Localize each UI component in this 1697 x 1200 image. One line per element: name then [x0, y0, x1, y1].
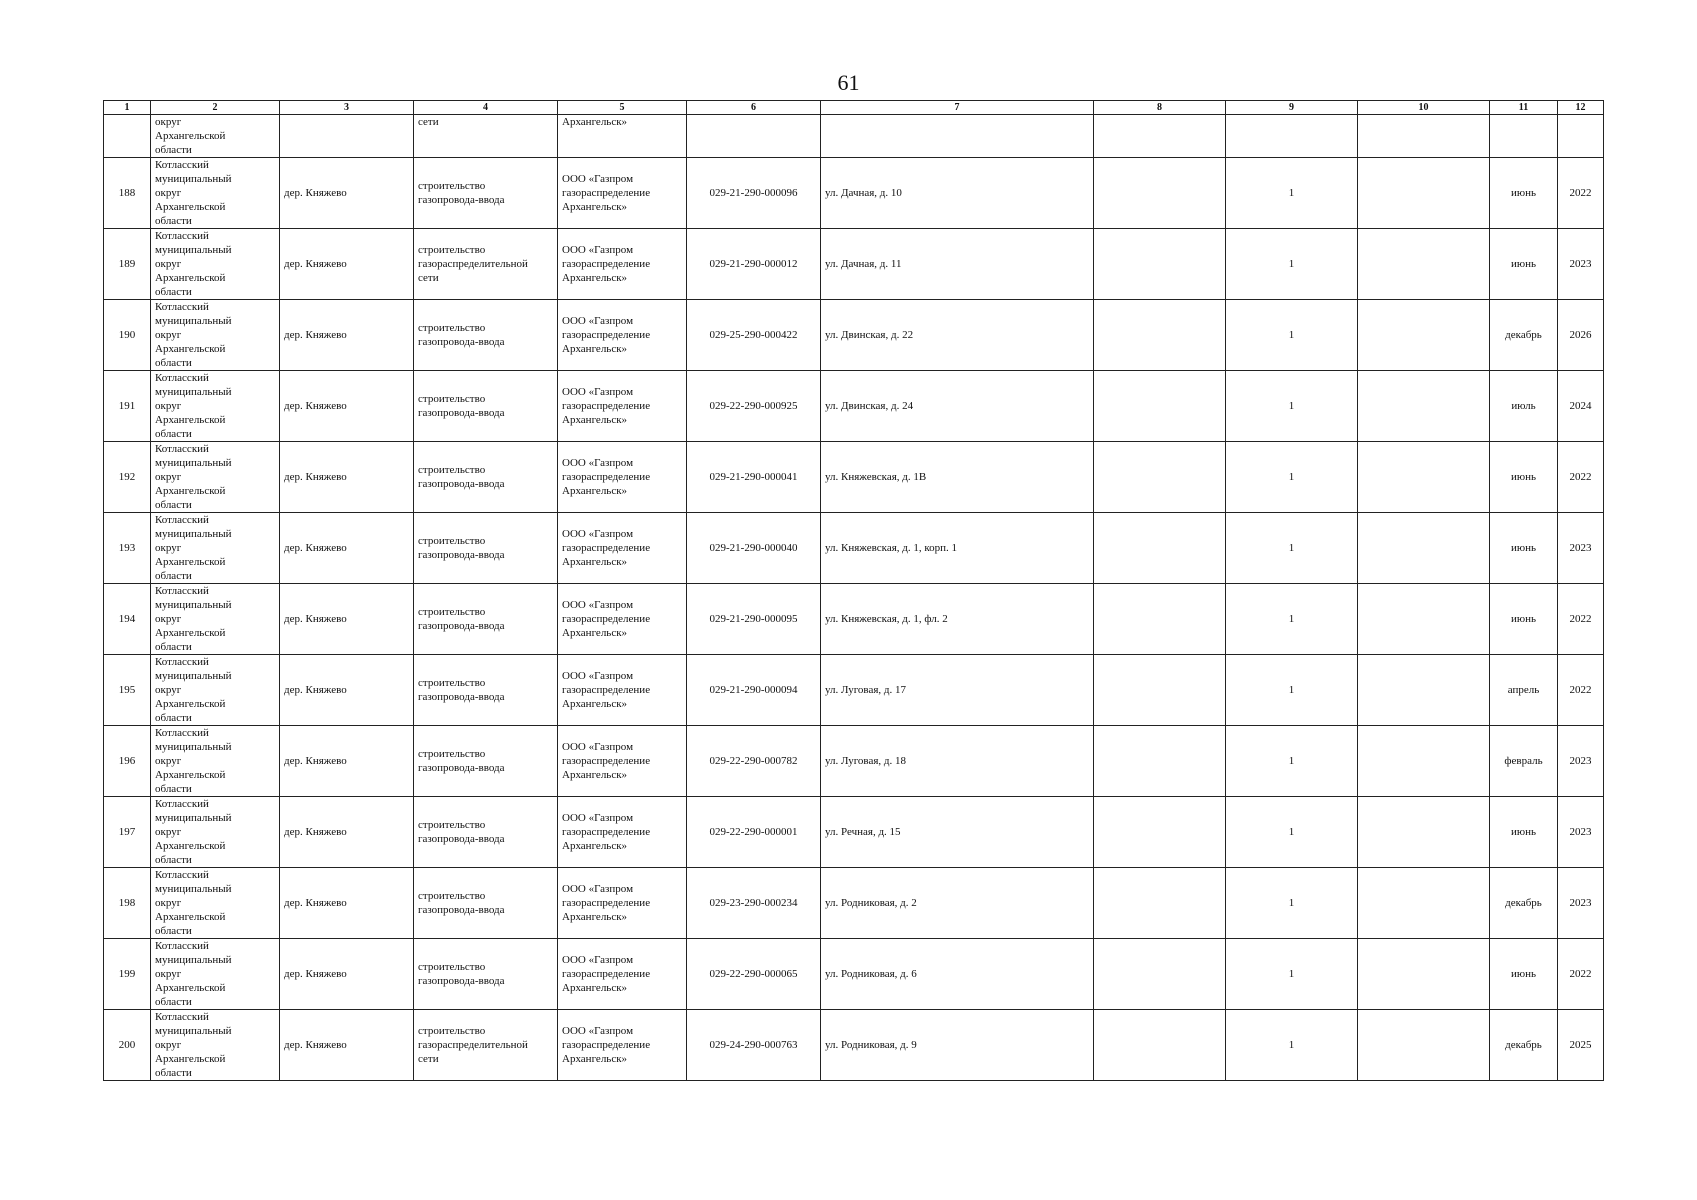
- cadastral-cell: 029-22-290-000782: [687, 726, 821, 797]
- column-header: 9: [1226, 101, 1358, 115]
- address-cell: ул. Родниковая, д. 2: [821, 868, 1094, 939]
- table-row: [104, 584, 1604, 655]
- work-cell: строительство газопровода-ввода: [414, 513, 558, 584]
- address-cell: ул. Дачная, д. 10: [821, 158, 1094, 229]
- address-cell: ул. Луговая, д. 18: [821, 726, 1094, 797]
- month-cell: июнь: [1490, 158, 1558, 229]
- row-number: 192: [104, 442, 151, 513]
- municipality-cell: Котласский муниципальный округ Архангельской области: [151, 868, 280, 939]
- organization-cell: ООО «Газпром газораспределение Архангельск»: [558, 1010, 687, 1081]
- table-row: [104, 442, 1604, 513]
- col8-cell: [1094, 442, 1226, 513]
- col8-cell: [1094, 868, 1226, 939]
- col10-cell: [1358, 655, 1490, 726]
- row-number: 194: [104, 584, 151, 655]
- row-number: [104, 115, 151, 158]
- work-cell: строительство газораспределительной сети: [414, 229, 558, 300]
- col8-cell: [1094, 797, 1226, 868]
- row-number: 197: [104, 797, 151, 868]
- col8-cell: [1094, 1010, 1226, 1081]
- continuation-row: [104, 115, 1604, 158]
- row-number: 189: [104, 229, 151, 300]
- year-cell: 2022: [1558, 655, 1604, 726]
- work-cell: строительство газопровода-ввода: [414, 300, 558, 371]
- cadastral-cell: 029-21-290-000040: [687, 513, 821, 584]
- work-cell: строительство газопровода-ввода: [414, 371, 558, 442]
- municipality-cell: Котласский муниципальный округ Архангельской области: [151, 371, 280, 442]
- column-header: 4: [414, 101, 558, 115]
- column-header: 3: [280, 101, 414, 115]
- column-header: 2: [151, 101, 280, 115]
- table-row: [104, 797, 1604, 868]
- cadastral-cell: 029-21-290-000012: [687, 229, 821, 300]
- year-cell: 2026: [1558, 300, 1604, 371]
- municipality-cell: Котласский муниципальный округ Архангельской области: [151, 300, 280, 371]
- row-number: 191: [104, 371, 151, 442]
- work-cell: строительство газопровода-ввода: [414, 939, 558, 1010]
- col10-cell: [1358, 868, 1490, 939]
- municipality-cell: Котласский муниципальный округ Архангельской области: [151, 513, 280, 584]
- col8-cell: [1094, 229, 1226, 300]
- settlement-cell: [280, 115, 414, 158]
- month-cell: февраль: [1490, 726, 1558, 797]
- year-cell: 2023: [1558, 513, 1604, 584]
- organization-cell: ООО «Газпром газораспределение Архангельск»: [558, 797, 687, 868]
- settlement-cell: дер. Княжево: [280, 371, 414, 442]
- address-cell: ул. Княжевская, д. 1, корп. 1: [821, 513, 1094, 584]
- col8-cell: [1094, 300, 1226, 371]
- row-number: 190: [104, 300, 151, 371]
- organization-cell: ООО «Газпром газораспределение Архангельск»: [558, 229, 687, 300]
- col9-cell: 1: [1226, 513, 1358, 584]
- settlement-cell: дер. Княжево: [280, 868, 414, 939]
- col10-cell: [1358, 371, 1490, 442]
- address-cell: ул. Речная, д. 15: [821, 797, 1094, 868]
- month-cell: июнь: [1490, 584, 1558, 655]
- col9-cell: 1: [1226, 229, 1358, 300]
- month-cell: июль: [1490, 371, 1558, 442]
- col9-cell: 1: [1226, 797, 1358, 868]
- col8-cell: [1094, 371, 1226, 442]
- work-cell: сети: [414, 115, 558, 158]
- work-cell: строительство газопровода-ввода: [414, 797, 558, 868]
- year-cell: 2025: [1558, 1010, 1604, 1081]
- organization-cell: ООО «Газпром газораспределение Архангельск»: [558, 442, 687, 513]
- table-row: [104, 1010, 1604, 1081]
- column-header: 1: [104, 101, 151, 115]
- work-cell: строительство газопровода-ввода: [414, 726, 558, 797]
- col10-cell: [1358, 939, 1490, 1010]
- row-number: 196: [104, 726, 151, 797]
- column-header: 6: [687, 101, 821, 115]
- organization-cell: ООО «Газпром газораспределение Архангельск»: [558, 655, 687, 726]
- col9-cell: 1: [1226, 939, 1358, 1010]
- row-number: 193: [104, 513, 151, 584]
- settlement-cell: дер. Княжево: [280, 158, 414, 229]
- column-header: 11: [1490, 101, 1558, 115]
- organization-cell: Архангельск»: [558, 115, 687, 158]
- year-cell: 2023: [1558, 868, 1604, 939]
- settlement-cell: дер. Княжево: [280, 655, 414, 726]
- cadastral-cell: 029-22-290-000001: [687, 797, 821, 868]
- address-cell: ул. Дачная, д. 11: [821, 229, 1094, 300]
- col10-cell: [1358, 726, 1490, 797]
- register-table: [103, 100, 1604, 1081]
- col8-cell: [1094, 655, 1226, 726]
- cadastral-cell: 029-22-290-000925: [687, 371, 821, 442]
- settlement-cell: дер. Княжево: [280, 939, 414, 1010]
- year-cell: 2022: [1558, 584, 1604, 655]
- table-row: [104, 300, 1604, 371]
- row-number: 199: [104, 939, 151, 1010]
- month-cell: июнь: [1490, 229, 1558, 300]
- cadastral-cell: 029-22-290-000065: [687, 939, 821, 1010]
- month-cell: июнь: [1490, 939, 1558, 1010]
- col9-cell: 1: [1226, 726, 1358, 797]
- page-number: 61: [837, 70, 860, 95]
- municipality-cell: Котласский муниципальный округ Архангельской области: [151, 726, 280, 797]
- organization-cell: ООО «Газпром газораспределение Архангельск»: [558, 158, 687, 229]
- address-cell: [821, 115, 1094, 158]
- col9-cell: [1226, 115, 1358, 158]
- organization-cell: ООО «Газпром газораспределение Архангельск»: [558, 726, 687, 797]
- settlement-cell: дер. Княжево: [280, 584, 414, 655]
- settlement-cell: дер. Княжево: [280, 513, 414, 584]
- col9-cell: 1: [1226, 655, 1358, 726]
- table-row: [104, 371, 1604, 442]
- address-cell: ул. Луговая, д. 17: [821, 655, 1094, 726]
- month-cell: июнь: [1490, 513, 1558, 584]
- municipality-cell: Котласский муниципальный округ Архангельской области: [151, 442, 280, 513]
- municipality-cell: Котласский муниципальный округ Архангельской области: [151, 1010, 280, 1081]
- row-number: 188: [104, 158, 151, 229]
- work-cell: строительство газораспределительной сети: [414, 1010, 558, 1081]
- col10-cell: [1358, 1010, 1490, 1081]
- address-cell: ул. Княжевская, д. 1В: [821, 442, 1094, 513]
- address-cell: ул. Родниковая, д. 6: [821, 939, 1094, 1010]
- row-number: 200: [104, 1010, 151, 1081]
- month-cell: июнь: [1490, 797, 1558, 868]
- organization-cell: ООО «Газпром газораспределение Архангельск»: [558, 513, 687, 584]
- municipality-cell: Котласский муниципальный округ Архангельской области: [151, 655, 280, 726]
- cadastral-cell: 029-23-290-000234: [687, 868, 821, 939]
- year-cell: 2023: [1558, 797, 1604, 868]
- work-cell: строительство газопровода-ввода: [414, 655, 558, 726]
- table-body: [104, 115, 1604, 1081]
- col9-cell: 1: [1226, 584, 1358, 655]
- organization-cell: ООО «Газпром газораспределение Архангельск»: [558, 300, 687, 371]
- column-header: 5: [558, 101, 687, 115]
- year-cell: 2022: [1558, 939, 1604, 1010]
- year-cell: 2022: [1558, 158, 1604, 229]
- row-number: 195: [104, 655, 151, 726]
- address-cell: ул. Княжевская, д. 1, фл. 2: [821, 584, 1094, 655]
- table-row: [104, 939, 1604, 1010]
- year-cell: 2024: [1558, 371, 1604, 442]
- cadastral-cell: 029-24-290-000763: [687, 1010, 821, 1081]
- cadastral-cell: 029-21-290-000095: [687, 584, 821, 655]
- cadastral-cell: 029-21-290-000096: [687, 158, 821, 229]
- address-cell: ул. Родниковая, д. 9: [821, 1010, 1094, 1081]
- settlement-cell: дер. Княжево: [280, 300, 414, 371]
- column-number-row: [104, 101, 1604, 115]
- col8-cell: [1094, 584, 1226, 655]
- organization-cell: ООО «Газпром газораспределение Архангельск»: [558, 584, 687, 655]
- col8-cell: [1094, 726, 1226, 797]
- municipality-cell: Котласский муниципальный округ Архангельской области: [151, 797, 280, 868]
- col8-cell: [1094, 115, 1226, 158]
- cadastral-cell: 029-21-290-000041: [687, 442, 821, 513]
- municipality-cell: Котласский муниципальный округ Архангельской области: [151, 229, 280, 300]
- table-row: [104, 868, 1604, 939]
- col10-cell: [1358, 584, 1490, 655]
- address-cell: ул. Двинская, д. 22: [821, 300, 1094, 371]
- table-row: [104, 229, 1604, 300]
- col10-cell: [1358, 797, 1490, 868]
- year-cell: 2022: [1558, 442, 1604, 513]
- month-cell: декабрь: [1490, 1010, 1558, 1081]
- row-number: 198: [104, 868, 151, 939]
- col9-cell: 1: [1226, 868, 1358, 939]
- cadastral-cell: 029-25-290-000422: [687, 300, 821, 371]
- settlement-cell: дер. Княжево: [280, 1010, 414, 1081]
- column-header: 12: [1558, 101, 1604, 115]
- column-header: 7: [821, 101, 1094, 115]
- cadastral-cell: 029-21-290-000094: [687, 655, 821, 726]
- table-row: [104, 655, 1604, 726]
- col8-cell: [1094, 939, 1226, 1010]
- year-cell: 2023: [1558, 726, 1604, 797]
- month-cell: декабрь: [1490, 868, 1558, 939]
- table-row: [104, 513, 1604, 584]
- col10-cell: [1358, 229, 1490, 300]
- month-cell: декабрь: [1490, 300, 1558, 371]
- col9-cell: 1: [1226, 442, 1358, 513]
- settlement-cell: дер. Княжево: [280, 229, 414, 300]
- col10-cell: [1358, 300, 1490, 371]
- organization-cell: ООО «Газпром газораспределение Архангельск»: [558, 939, 687, 1010]
- work-cell: строительство газопровода-ввода: [414, 442, 558, 513]
- year-cell: 2023: [1558, 229, 1604, 300]
- municipality-cell: Котласский муниципальный округ Архангельской области: [151, 584, 280, 655]
- col9-cell: 1: [1226, 158, 1358, 229]
- work-cell: строительство газопровода-ввода: [414, 158, 558, 229]
- col8-cell: [1094, 158, 1226, 229]
- organization-cell: ООО «Газпром газораспределение Архангельск»: [558, 868, 687, 939]
- address-cell: ул. Двинская, д. 24: [821, 371, 1094, 442]
- municipality-cell: Котласский муниципальный округ Архангельской области: [151, 939, 280, 1010]
- municipality-cell: округ Архангельской области: [151, 115, 280, 158]
- column-header: 8: [1094, 101, 1226, 115]
- settlement-cell: дер. Княжево: [280, 726, 414, 797]
- work-cell: строительство газопровода-ввода: [414, 584, 558, 655]
- col8-cell: [1094, 513, 1226, 584]
- month-cell: апрель: [1490, 655, 1558, 726]
- year-cell: [1558, 115, 1604, 158]
- work-cell: строительство газопровода-ввода: [414, 868, 558, 939]
- col10-cell: [1358, 513, 1490, 584]
- col10-cell: [1358, 442, 1490, 513]
- municipality-cell: Котласский муниципальный округ Архангельской области: [151, 158, 280, 229]
- month-cell: [1490, 115, 1558, 158]
- table-row: [104, 726, 1604, 797]
- table-row: [104, 158, 1604, 229]
- settlement-cell: дер. Княжево: [280, 797, 414, 868]
- column-header: 10: [1358, 101, 1490, 115]
- month-cell: июнь: [1490, 442, 1558, 513]
- col10-cell: [1358, 115, 1490, 158]
- organization-cell: ООО «Газпром газораспределение Архангельск»: [558, 371, 687, 442]
- col9-cell: 1: [1226, 371, 1358, 442]
- cadastral-cell: [687, 115, 821, 158]
- col9-cell: 1: [1226, 300, 1358, 371]
- col9-cell: 1: [1226, 1010, 1358, 1081]
- settlement-cell: дер. Княжево: [280, 442, 414, 513]
- col10-cell: [1358, 158, 1490, 229]
